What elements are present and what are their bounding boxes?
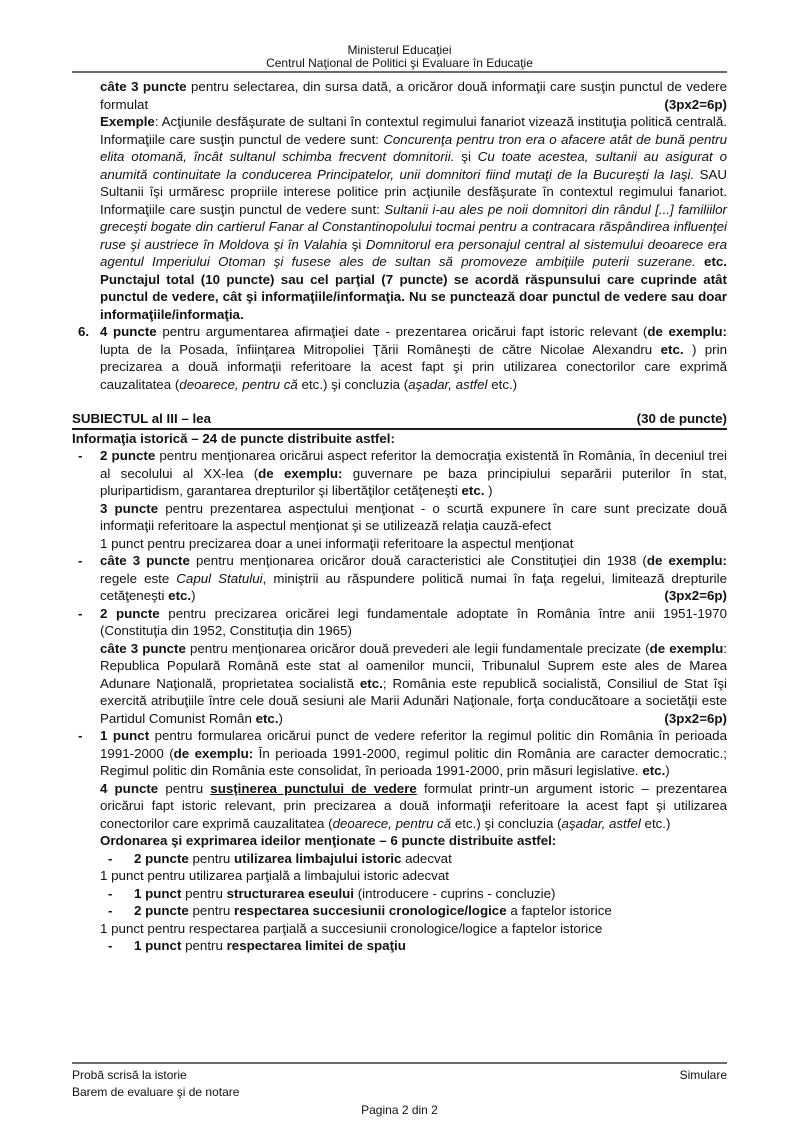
bullet-regime-dash: - [78, 728, 83, 743]
footer-row-1 [72, 1067, 727, 1084]
bullet-constitution-1938-body [100, 552, 727, 605]
subject-3-heading [72, 410, 727, 430]
subbullet-language-p [134, 850, 727, 868]
historical-info-subtitle: Informaţia istorică – 24 de puncte distribuite astfel: [72, 430, 395, 446]
bullet-fundamental-laws-p1-text: 2 puncte pentru precizarea oricărei legi fundamentale adoptate în România între anii 1951-1970 (Constituţia din 1952, Constituţia din 1965) [100, 605, 727, 638]
score-badge-3px2: (3px2=6p) [658, 96, 727, 114]
page-header [72, 44, 727, 73]
bullet-constitution-1938-p1 [100, 552, 727, 605]
bullet-fundamental-laws-body [100, 605, 727, 728]
bullet-fundamental-laws-p2-text: câte 3 puncte pentru menţionarea oricăror două prevederi ale legii fundamentale precizate (de exemplu: Republica Populară Română este stat al oamenilor muncii, Tribunalul Suprem este ales de Marea Adunare Naţională, proprietatea socialistă etc.; România este republică socialistă, Consiliul de Stat îşi exercită atribuţiile între cele două sesiuni ale Marii Adunări Naţionale, forţa conducătoare a societăţii este Partidul Comunist Român etc.) [100, 640, 727, 726]
bullet-regime-p2-text: 4 puncte pentru susţinerea punctului de vedere formulat printr-un argument istoric – prezentarea oricărui fapt istoric relevant, prin precizarea a două informaţii referitoare la acest fapt şi utilizarea conectorilor care exprimă cauzalitatea (deoarece, pentru că etc.) şi concluzia (aşadar, astfel etc.) [100, 780, 727, 831]
bullet-regime-p1-text: 1 punct pentru formularea oricărui punct de vedere referitor la regimul politic din România în perioada 1991-2000 (de exemplu: În perioada 1991-2000, regimul politic din România are caracter democratic.; Regimul politic din România este consolidat, în perioada 1991-2000, prin măsuri legislative. etc.) [100, 728, 728, 778]
subbullet-language-dash: - [108, 850, 113, 866]
bullet-democracy [72, 447, 727, 552]
item-6-body [100, 323, 727, 393]
bullet-democracy-p2 [100, 500, 727, 535]
footer-page-number: Pagina 2 din 2 [361, 1103, 438, 1117]
subbullet-space-limit-body [134, 937, 727, 955]
subbullet-structure [108, 885, 727, 903]
subbullet-structure-text: 1 punct pentru structurarea eseului (introducere - cuprins - concluzie) [134, 885, 556, 901]
subbullet-structure-p [134, 885, 727, 903]
subbullet-space-limit-text: 1 punct pentru respectarea limitei de spaţiu [134, 938, 406, 953]
subbullet-chronology-subline: 1 punct pentru respectarea parţială a succesiunii cronologice/logice a faptelor istorice [100, 920, 603, 936]
subbullet-structure-body [134, 885, 727, 903]
bullet-democracy-subline: 1 punct pentru precizarea doar a unei informaţii referitoare la aspectul menţionat [100, 535, 574, 551]
subbullet-chronology-p [134, 902, 727, 920]
ordering-heading [100, 832, 727, 850]
bullet-constitution-1938 [72, 552, 727, 605]
subbullet-chronology [108, 902, 727, 920]
bullet-democracy-dash: - [78, 448, 83, 463]
subbullet-chronology-dash: - [108, 903, 113, 918]
bullet-regime-p2 [100, 780, 727, 833]
examples-paragraph-text: Exemple: Acţiunile desfăşurate de sultani în contextul regimului fanariot vizează instituţia politică centrală. Informaţiile care susţin punctul de vedere sunt: Concurenţa pentru tron era o afacere atât de bună pentru elita otomană, încât sultanul schimba frecvent domnitorii. şi Cu toate acestea, sultanii au asigurat o anumită continuitate la conducerea Principatelor, unii domnitori fiind mutaţi de la Bucureşti la Iaşi. SAU Sultanii îşi urmăresc propriile interese politice prin acţiunile desfăşurate în contextul regimului fanariot. Informaţiile care susţin punctul de vedere sunt: Sultanii i-au ales pe noii domnitori din rândul [...] familiilor greceşti bogate din cartierul Fanar al Constantinopolului tocmai pentru a contracara răspândirea influenţei ruse şi austriece în Moldova şi în Valahia şi Domnitorul era personajul central al sistemului deoarece era agentul Imperiului Otoman şi fusese ales de sultan să promoveze ambiţiile puterii suzerane. etc. Punctajul total (10 puncte) sau cel parţial (7 puncte) se acordă răspunsului care cuprinde atât punctul de vedere, cât şi informaţiile/informaţia. Nu se punctează doar punctul de vedere sau doar informaţiile/informaţia. [100, 114, 728, 322]
subbullet-chronology-body [134, 902, 727, 920]
subject-3-score: (30 de puncte) [636, 411, 727, 426]
bullet-regime-body [100, 727, 727, 955]
subbullet-language-subline: 1 punct pentru utilizarea parţială a limbajului istoric adecvat [100, 868, 449, 883]
footer-document-type: Barem de evaluare şi de notare [72, 1085, 240, 1099]
bullet-democracy-p1 [100, 447, 727, 500]
bullet-constitution-1938-text: câte 3 puncte pentru menţionarea oricăror două caracteristici ale Constituţiei din 1938 (de exemplu: regele este Capul Statului, miniştrii au răspundere politică numai în faţa regelui, limitează drepturile cetăţeneşti etc.) [100, 553, 727, 603]
item-6-paragraph [100, 323, 727, 393]
subbullet-space-limit-dash: - [108, 938, 113, 953]
bullet-fundamental-laws-dash: - [78, 605, 83, 621]
subbullet-language [108, 850, 727, 868]
subbullet-language-body [134, 850, 727, 868]
scoring-line-selection [72, 78, 727, 113]
footer-exam-name: Probă scrisă la istorie [72, 1068, 187, 1082]
subbullet-structure-dash: - [108, 885, 113, 901]
ordering-heading-text: Ordonarea şi exprimarea ideilor menţionate – 6 puncte distribuite astfel: [100, 833, 557, 848]
subbullet-chronology-text: 2 puncte pentru respectarea succesiunii cronologice/logice a faptelor istorice [134, 903, 612, 918]
item-6-text: 4 puncte pentru argumentarea afirmaţiei date - prezentarea oricărui fapt istoric relevant (de exemplu: lupta de la Posada, înfiinţarea Mitropoliei Ţării Româneşti de către Nicolae Alexandru etc. ) prin precizarea a două informaţii referitoare la acest fapt şi prin utilizarea conectorilor care exprimă cauzalitatea (deoarece, pentru că etc.) şi concluzia (aşadar, astfel etc.) [100, 324, 727, 392]
document-body [72, 78, 727, 955]
bullet-constitution-1938-dash: - [78, 553, 83, 568]
center-name: Centrul Naţional de Politici şi Evaluare în Educaţie [266, 56, 533, 70]
ministry-name: Ministerul Educaţiei [347, 43, 452, 57]
bullet-fundamental-laws-p2 [100, 640, 727, 728]
footer-session-label: Simulare [679, 1068, 727, 1082]
bullet-democracy-p1-text: 2 puncte pentru menţionarea oricărui aspect referitor la democraţia existentă în România, în deceniul trei al secolului al XX-lea (de exemplu: guvernare pe baza principiului separării puterilor în stat, pluripartidism, garantarea drepturilor şi libertăţilor cetăţeneşti etc. ) [100, 448, 727, 498]
score-badge-constitution-1938: (3px2=6p) [658, 587, 727, 605]
bullet-fundamental-laws-p1 [100, 605, 727, 640]
page-footer [72, 1062, 727, 1119]
subbullet-space-limit-p [134, 937, 727, 955]
subbullet-language-text: 2 puncte pentru utilizarea limbajului istoric adecvat [134, 850, 452, 866]
bullet-democracy-body [100, 447, 727, 552]
subbullet-space-limit [108, 937, 727, 955]
item-6-number: 6. [78, 324, 90, 339]
bullet-regime-p1 [100, 727, 727, 780]
bullet-democracy-p2-text: 3 puncte pentru prezentarea aspectului menţionat - o scurtă expunere în care sunt precizate două informaţii referitoare la aspectul menţionat şi se utilizează relaţia cauză-efect [100, 500, 727, 533]
scoring-line-selection-text: câte 3 puncte pentru selectarea, din sursa dată, a oricăror două informaţii care susţin punctul de vedere formulat [100, 79, 727, 112]
bullet-regime-1991-2000 [72, 727, 727, 955]
item-6 [72, 323, 727, 393]
subject-3-title: SUBIECTUL al III – lea [72, 411, 212, 426]
examples-paragraph [72, 113, 727, 323]
bullet-fundamental-laws [72, 605, 727, 728]
score-badge-fundamental-laws: (3px2=6p) [658, 710, 727, 728]
